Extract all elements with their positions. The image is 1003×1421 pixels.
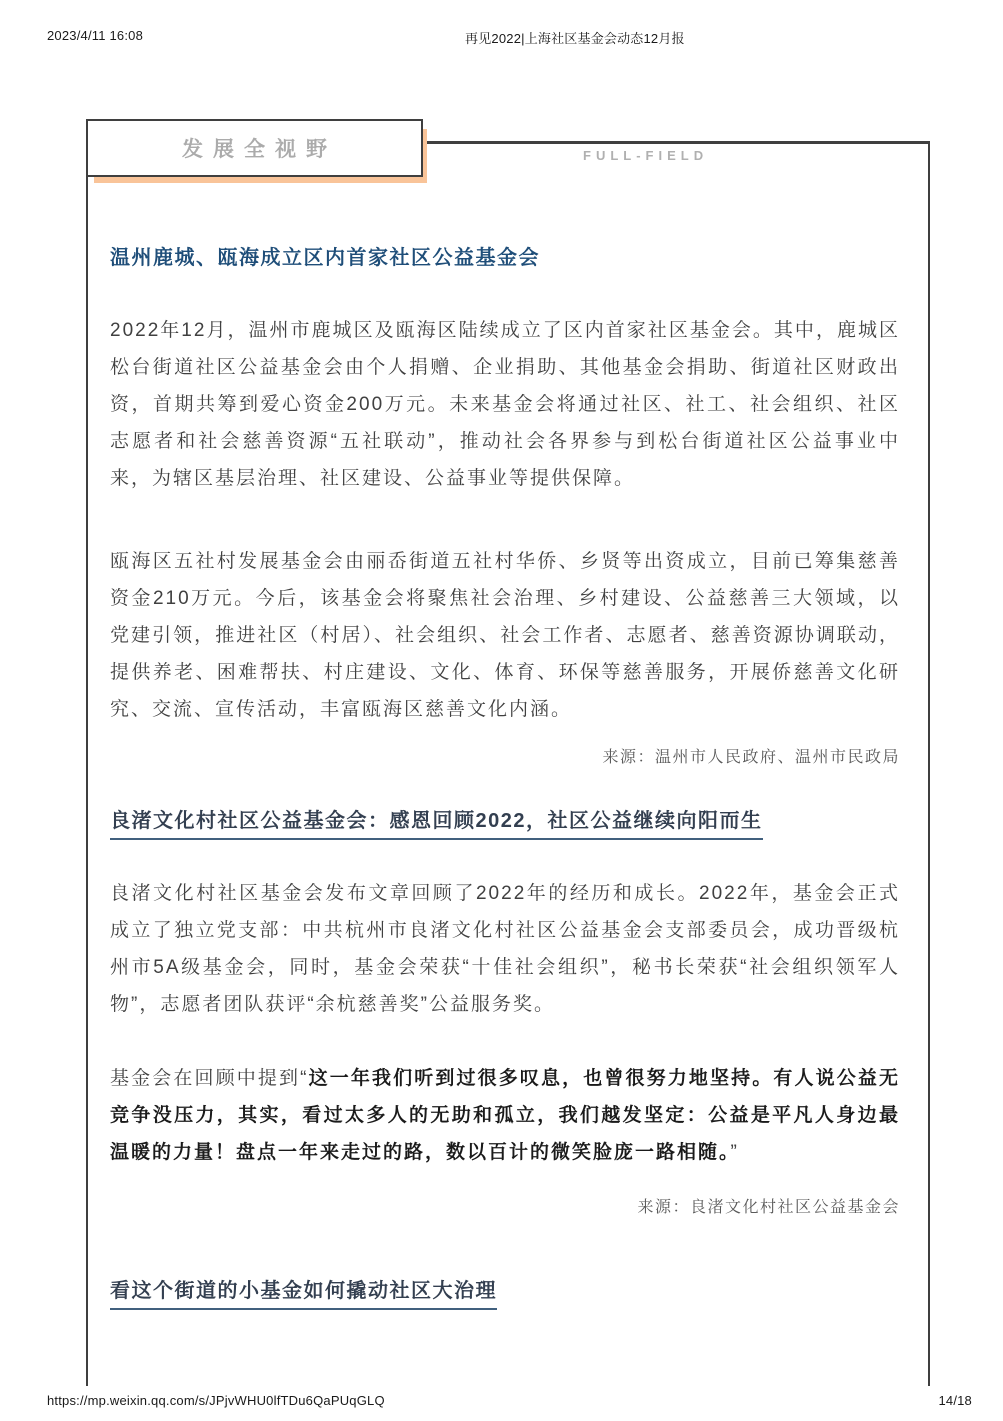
print-footer-page-number: 14/18 — [938, 1393, 972, 1408]
print-header-timestamp: 2023/4/11 16:08 — [47, 28, 144, 43]
section2-heading-link[interactable]: 良渚文化村社区公益基金会：感恩回顾2022，社区公益继续向阳而生 — [110, 804, 763, 840]
section1-paragraph-1: 2022年12月，温州市鹿城区及瓯海区陆续成立了区内首家社区基金会。其中，鹿城区松台街道社区公益基金会由个人捐赠、企业捐助、其他基金会捐助、街道社区财政出资，首期共筹到爱心资金200万元。未来基金会将通过社区、社工、社会组织、社区志愿者和社会慈善资源“五社联动”，推动社会各界参与到松台街道社区公益事业中来，为辖区基层治理、社区建设、公益事业等提供保障。 — [110, 320, 900, 489]
section2-heading-wrap — [110, 804, 900, 840]
left-border-line — [86, 173, 88, 1386]
banner-title: 发展全视野 — [182, 138, 337, 161]
section2-quote-paragraph — [110, 1060, 900, 1175]
header-rule-line — [419, 141, 930, 144]
section3-heading-wrap — [110, 1274, 900, 1310]
section2-paragraph-1: 良渚文化村社区基金会发布文章回顾了2022年的经历和成长。2022年，基金会正式成立了独立党支部：中共杭州市良渚文化村社区公益基金会支部委员会，成功晋级杭州市5A级基金会，同时，基金会荣获“十佳社会组织”，秘书长荣获“社会组织领军人物”，志愿者团队获评“余杭慈善奖”公益服务奖。 — [110, 883, 900, 1015]
quote-close: ” — [730, 1142, 739, 1163]
print-header-title: 再见2022|上海社区基金会动态12月报 — [465, 31, 685, 46]
print-footer-url: https://mp.weixin.qq.com/s/JPjvWHU0lfTDu6QaPUqGLQ — [47, 1393, 385, 1408]
section1-source: 来源：温州市人民政府、温州市民政局 — [602, 749, 900, 766]
section1-paragraph-2: 瓯海区五社村发展基金会由丽岙街道五社村华侨、乡贤等出资成立，目前已筹集慈善资金210万元。今后，该基金会将聚焦社会治理、乡村建设、公益慈善三大领域，以党建引领，推进社区（村居）、社会组织、社会工作者、志愿者、慈善资源协调联动，提供养老、困难帮扶、村庄建设、文化、体育、环保等慈善服务，开展侨慈善文化研究、交流、宣传活动，丰富瓯海区慈善文化内涵。 — [110, 551, 900, 720]
quote-bold-text: 这一年我们听到过很多叹息，也曾很努力地坚持。有人说公益无竞争没压力，其实，看过太多人的无助和孤立，我们越发坚定：公益是平凡人身边最温暖的力量！盘点一年来走过的路，数以百计的微笑脸庞一路相随。 — [110, 1068, 900, 1163]
quote-intro: 基金会在回顾中提到“ — [110, 1068, 309, 1089]
section2-source: 来源：良渚文化村社区公益基金会 — [637, 1199, 900, 1216]
section3-heading-link[interactable]: 看这个街道的小基金如何撬动社区大治理 — [110, 1274, 497, 1310]
section1-heading: 温州鹿城、瓯海成立区内首家社区公益基金会 — [110, 247, 540, 269]
banner-subtitle: FULL-FIELD — [583, 148, 709, 163]
section-banner — [86, 119, 423, 177]
right-border-line — [928, 141, 930, 1386]
